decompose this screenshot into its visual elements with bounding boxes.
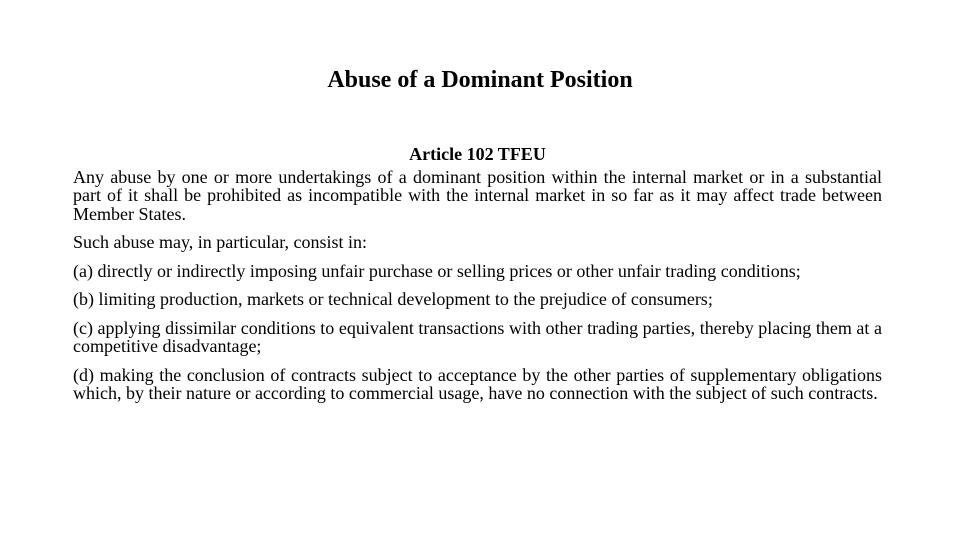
list-item-c: (c) applying dissimilar conditions to equivalent transactions with other trading parties, thereby placing them at a competitive disadvantage; [73,317,882,356]
slide-body [73,145,882,413]
list-item-b: (b) limiting production, markets or technical development to the prejudice of consumers; [73,289,713,309]
paragraph-intro: Any abuse by one or more undertakings of a dominant position within the internal market or in a substantial part of it shall be prohibited as incompatible with the internal market in so far as it may affect trade between Member States. [73,166,882,224]
article-subtitle: Article 102 TFEU [409,144,546,164]
list-item-a: (a) directly or indirectly imposing unfair purchase or selling prices or other unfair trading conditions; [73,260,801,281]
paragraph-lead-in: Such abuse may, in particular, consist in: [73,232,368,252]
slide-title: Abuse of a Dominant Position [327,67,633,93]
list-item-d: (d) making the conclusion of contracts subject to acceptance by the other parties of supplementary obligations which, by their nature or according to commercial usage, have no connection with the subject of such contracts. [73,364,882,403]
